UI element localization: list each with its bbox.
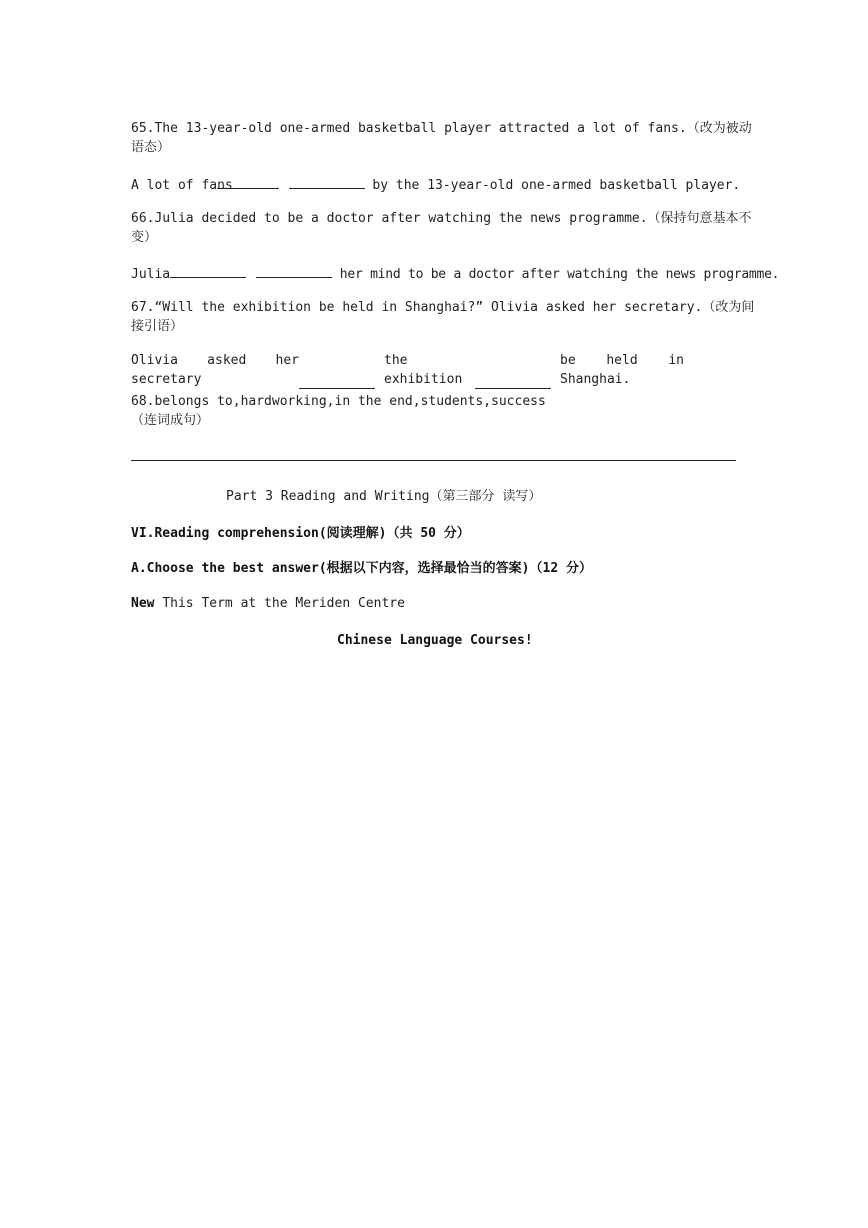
q66-blank-2[interactable] — [256, 263, 332, 278]
q66-answer-post: her mind to be a doctor after watching the news programme. — [339, 267, 780, 282]
q67-prompt: 67.“Will the exhibition be held in Shanghai?” Olivia asked her secretary.（改为间接引语） — [131, 300, 755, 334]
q67-blank-2[interactable] — [475, 374, 551, 389]
ad-centre-line: This Term at the Meriden Centre — [162, 596, 405, 611]
q66-answer-line — [131, 263, 780, 284]
q65-blank-1[interactable] — [217, 174, 279, 189]
q66-prompt: 66.Julia decided to be a doctor after watching the news programme.（保持句意基本不变） — [131, 211, 752, 245]
q65-answer-post: by the 13-year-old one-armed basketball player. — [372, 178, 741, 193]
ad-new-label: New — [131, 596, 155, 611]
q66-blank-1[interactable] — [170, 263, 246, 278]
part3-title: Part 3 Reading and Writing（第三部分 读写） — [226, 489, 542, 504]
ad-title: Chinese Language Courses! — [337, 633, 533, 648]
ad-intro-line — [131, 594, 763, 613]
q65-blank-2[interactable] — [289, 174, 365, 189]
q67-answer-col2: the exhibition — [384, 353, 463, 387]
answer-line-separator — [131, 460, 736, 461]
q67-answer-col3: be held in Shanghai. — [560, 353, 684, 387]
q67-blank-1[interactable] — [299, 374, 375, 389]
q68-prompt: 68.belongs to,hardworking,in the end,students,success（连词成句） — [131, 394, 546, 428]
q65-answer-line — [131, 174, 763, 195]
q67-answer-col1: Olivia asked her secretary — [131, 353, 299, 387]
q65-prompt: 65.The 13-year-old one-armed basketball player attracted a lot of fans.（改为被动语态） — [131, 121, 752, 155]
q66-answer-pre: Julia — [131, 267, 171, 282]
q65-answer-pre: A lot of fans — [131, 178, 233, 193]
q67-answer-line — [131, 351, 763, 391]
section-a-heading: A.Choose the best answer(根据以下内容，选择最恰当的答案)（12 分） — [131, 561, 592, 576]
section-vi-heading: VI.Reading comprehension(阅读理解)（共 50 分） — [131, 526, 470, 541]
